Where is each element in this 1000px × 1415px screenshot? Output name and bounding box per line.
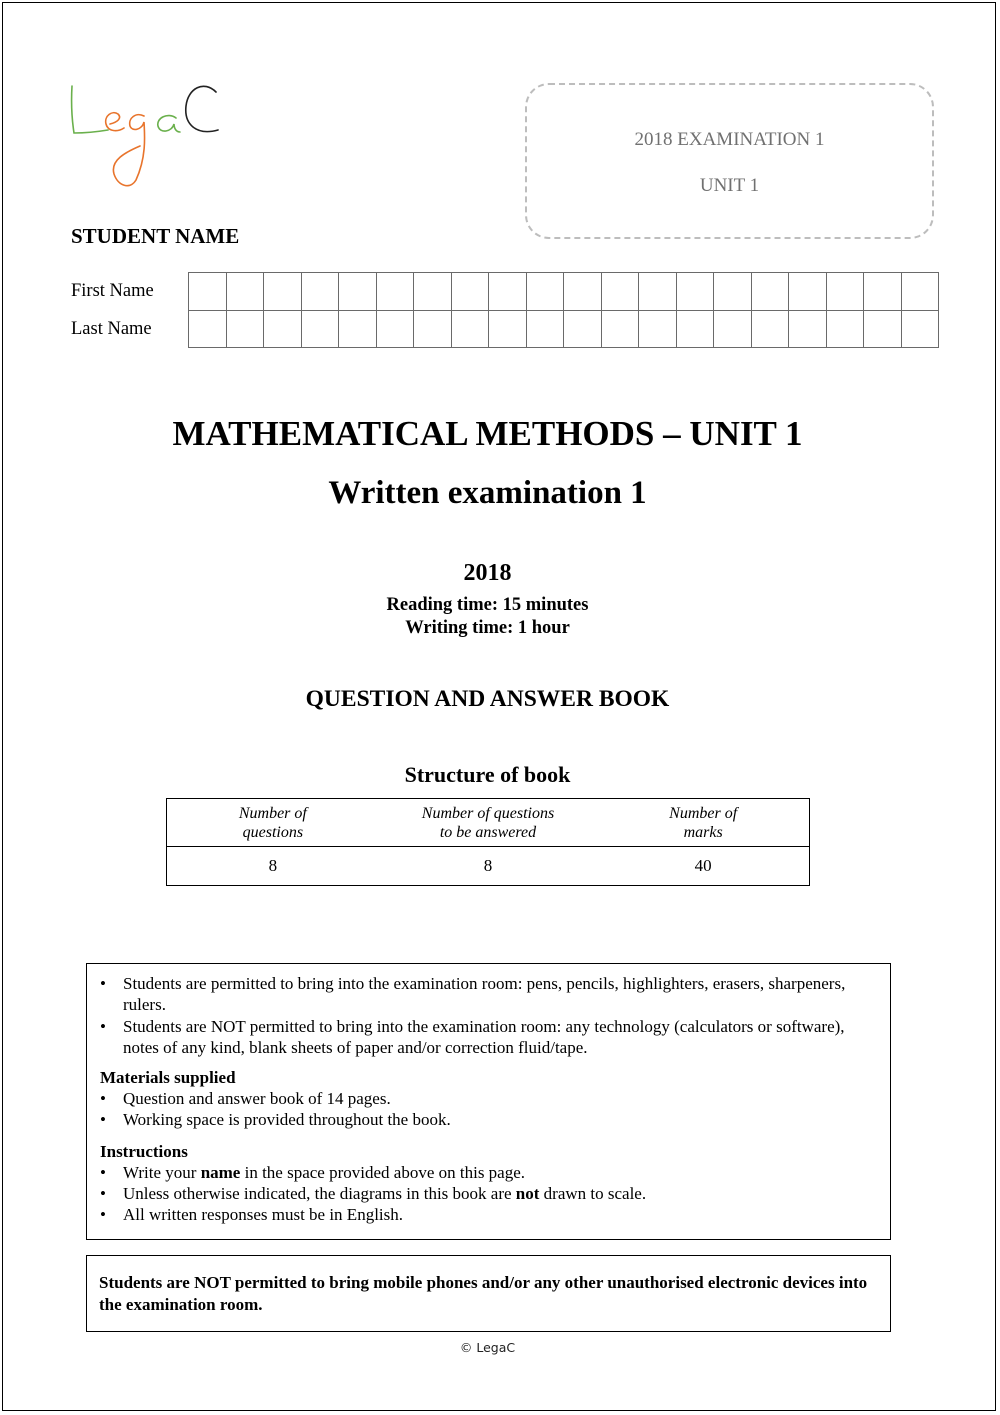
materials-item: • Question and answer book of 14 pages. bbox=[87, 1088, 850, 1109]
last-name-letter-box[interactable] bbox=[264, 310, 302, 348]
materials-list bbox=[87, 1088, 850, 1130]
first-name-letter-box[interactable] bbox=[301, 273, 339, 311]
header-to-be-answered: Number of questions to be answered bbox=[379, 799, 598, 847]
writing-time: Writing time: 1 hour bbox=[405, 618, 570, 638]
exam-subtitle: Written examination 1 bbox=[328, 475, 647, 511]
structure-heading: Structure of book bbox=[404, 762, 571, 787]
last-name-letter-box[interactable] bbox=[714, 310, 752, 348]
structure-table-header bbox=[167, 799, 810, 847]
student-name-heading: STUDENT NAME bbox=[71, 224, 240, 248]
first-name-letter-box[interactable] bbox=[789, 273, 827, 311]
header-questions: Number of questions bbox=[167, 799, 379, 847]
first-name-letter-box[interactable] bbox=[639, 273, 677, 311]
first-name-letter-box[interactable] bbox=[489, 273, 527, 311]
instruction-item: • All written responses must be in English. bbox=[87, 1204, 850, 1225]
last-name-letter-box[interactable] bbox=[564, 310, 602, 348]
instruction-item: • Unless otherwise indicated, the diagrams in this book are not drawn to scale. bbox=[87, 1183, 850, 1204]
first-name-letter-box[interactable] bbox=[264, 273, 302, 311]
logo-letter-g bbox=[113, 115, 144, 186]
instructions-heading: Instructions bbox=[100, 1142, 188, 1161]
first-name-boxes[interactable] bbox=[189, 273, 939, 311]
last-name-letter-box[interactable] bbox=[226, 310, 264, 348]
last-name-letter-box[interactable] bbox=[414, 310, 452, 348]
last-name-letter-box[interactable] bbox=[864, 310, 902, 348]
last-name-letter-box[interactable] bbox=[751, 310, 789, 348]
materials-item: • Working space is provided throughout the book. bbox=[87, 1109, 850, 1130]
first-name-letter-box[interactable] bbox=[564, 273, 602, 311]
first-name-letter-box[interactable] bbox=[189, 273, 227, 311]
first-name-letter-box[interactable] bbox=[714, 273, 752, 311]
first-name-letter-box[interactable] bbox=[676, 273, 714, 311]
materials-heading: Materials supplied bbox=[100, 1068, 236, 1087]
warning-text: Students are NOT permitted to bring mobile phones and/or any other unauthorised electronic devices into the examination room. bbox=[99, 1273, 868, 1314]
last-name-letter-box[interactable] bbox=[339, 310, 377, 348]
last-name-letter-box[interactable] bbox=[901, 310, 939, 348]
instruction-item: • Write your name in the space provided above on this page. bbox=[87, 1162, 850, 1183]
first-name-letter-box[interactable] bbox=[826, 273, 864, 311]
structure-table-row bbox=[167, 847, 810, 886]
exam-box-line2: UNIT 1 bbox=[699, 175, 760, 196]
first-name-letter-box[interactable] bbox=[526, 273, 564, 311]
last-name-letter-box[interactable] bbox=[376, 310, 414, 348]
last-name-label: Last Name bbox=[71, 319, 152, 339]
reading-time: Reading time: 15 minutes bbox=[386, 595, 589, 615]
first-name-letter-box[interactable] bbox=[414, 273, 452, 311]
cell-questions: 8 bbox=[167, 847, 379, 886]
logo-letter-e bbox=[106, 113, 124, 131]
rules-list bbox=[87, 973, 850, 1059]
name-entry-grid bbox=[188, 272, 939, 348]
cell-marks: 40 bbox=[597, 847, 809, 886]
last-name-letter-box[interactable] bbox=[489, 310, 527, 348]
first-name-letter-box[interactable] bbox=[339, 273, 377, 311]
logo-letter-C bbox=[186, 86, 218, 131]
first-name-letter-box[interactable] bbox=[901, 273, 939, 311]
last-name-letter-box[interactable] bbox=[451, 310, 489, 348]
first-name-letter-box[interactable] bbox=[451, 273, 489, 311]
exam-year: 2018 bbox=[463, 560, 512, 586]
instructions-list bbox=[87, 1162, 850, 1225]
copyright-footer: © LegaC bbox=[459, 1340, 516, 1355]
last-name-letter-box[interactable] bbox=[789, 310, 827, 348]
logo-letter-L bbox=[72, 86, 108, 133]
last-name-letter-box[interactable] bbox=[189, 310, 227, 348]
cell-to-be-answered: 8 bbox=[379, 847, 598, 886]
last-name-letter-box[interactable] bbox=[826, 310, 864, 348]
first-name-letter-box[interactable] bbox=[864, 273, 902, 311]
warning-box bbox=[86, 1255, 891, 1332]
first-name-letter-box[interactable] bbox=[601, 273, 639, 311]
last-name-letter-box[interactable] bbox=[526, 310, 564, 348]
first-name-letter-box[interactable] bbox=[226, 273, 264, 311]
logo-letter-a bbox=[158, 116, 180, 132]
rule-not-permitted: • Students are NOT permitted to bring into the examination room: any technology (calculators or software), notes of any kind, blank sheets of paper and/or correction fluid/tape. bbox=[87, 1016, 850, 1058]
structure-table bbox=[166, 798, 810, 886]
first-name-letter-box[interactable] bbox=[376, 273, 414, 311]
exam-info-box bbox=[525, 83, 934, 239]
last-name-boxes[interactable] bbox=[189, 310, 939, 348]
last-name-letter-box[interactable] bbox=[676, 310, 714, 348]
first-name-label: First Name bbox=[71, 281, 154, 301]
rule-permitted: • Students are permitted to bring into the examination room: pens, pencils, highlighters, erasers, sharpeners, rulers. bbox=[87, 973, 850, 1015]
last-name-letter-box[interactable] bbox=[301, 310, 339, 348]
exam-box-line1: 2018 EXAMINATION 1 bbox=[634, 129, 825, 150]
header-marks: Number of marks bbox=[597, 799, 809, 847]
instructions-box bbox=[86, 963, 891, 1240]
last-name-letter-box[interactable] bbox=[639, 310, 677, 348]
last-name-letter-box[interactable] bbox=[601, 310, 639, 348]
exam-title: MATHEMATICAL METHODS – UNIT 1 bbox=[172, 414, 803, 453]
first-name-letter-box[interactable] bbox=[751, 273, 789, 311]
book-heading: QUESTION AND ANSWER BOOK bbox=[305, 686, 670, 712]
legac-logo bbox=[64, 78, 224, 190]
